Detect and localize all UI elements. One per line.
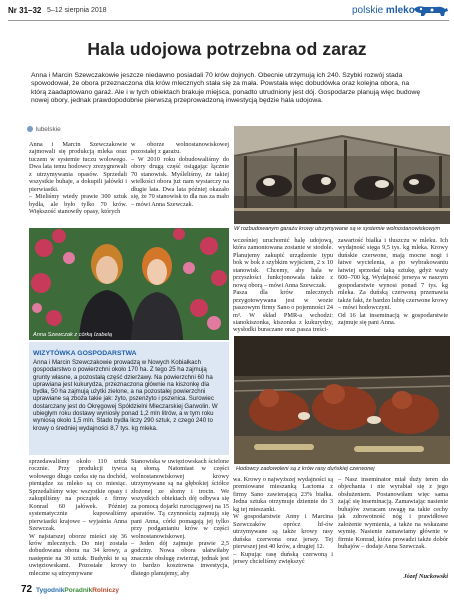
header-rule	[8, 20, 449, 21]
farm-info-box	[29, 342, 229, 455]
article-lead: Anna i Marcin Szewczakowie jeszcze niedawno posiadali 70 krów dojnych. Obecnie utrzymują ich 240. Szybki rozwój stada spowodował, że obora przeznaczona dla krów mlecznych stała się za mała. Powstała więc dobudówka oraz kolejna obora, na którą zaadaptowano garaż. Ale i w tych obiektach brakuje miejsca, ponadto utrudniony jest dój. Gospodarze planują więc budowę nowej obory, jednak prawdopodobnie pierwszą przeprowadzoną inwestycją będzie hala udojowa.	[31, 72, 421, 104]
column-5: sprzedawaliśmy około 110 sztuk rocznie. Przy produkcji tywca wołowego długo czeka się na dochód, pieniądze za mleko są co miesiąc. Sprzedaliśmy więc wszystkie opasy i zakupiliśmy na początek z firmy Konrad 60 jałówek. Później systematycznie kupowaliśmy pierwiastki krajowe – wyjaśnia Anna Szewczak. W najstarszej oborze mieści się 36 krów mlecznych. Do niej została dobudowana obora na 34 krowy, a następnie na 30 sztuk. Budynki te są uwięziowskami. Pozostałe krowy mleczne są utrzymywane	[29, 458, 127, 577]
column-4: zawartość białka i tłuszczu w mleku. Ich wydajność sięga 9,5 tys. kg mleka. Krowy duńskie czerwone, mają mocne nogi i łatwe wycielenia, a po wybrakowaniu łatwiej sprzedać taką sztukę, gdyż waży 600–700 kg. Wydajność jerseya w naszym gospodarstwie wynosi ponad 7 tys. kg mleka. Za duńską czerwoną przemawia także fakt, że bardzo lubię czerwone krowy – mówi hodowczyni. Od 16 lat inseminacją w gospodarstwie zajmuje się pani Anna.	[338, 237, 448, 326]
brand-main: mleko	[385, 5, 415, 16]
publication-logo	[36, 587, 119, 594]
region-tag	[27, 126, 61, 133]
author-name: Józef Nuckowski	[403, 573, 448, 580]
issue-date: 5–12 sierpnia 2018	[47, 7, 107, 14]
section-brand	[352, 5, 415, 16]
barn-photo	[234, 126, 450, 224]
caption-cows: Hodowcy zadowoleni są z krów rasy duńskiej czerwonej	[236, 466, 375, 472]
brand-prefix: polskie	[352, 5, 384, 16]
map-pin-icon	[27, 126, 33, 132]
farm-info-title: WIZYTÓWKA GOSPODARSTWA	[33, 350, 137, 357]
logo-part-2: Poradnik	[64, 587, 93, 594]
column-1: Anna i Marcin Szewczakowie zajmowali się produkcją mleka oraz tuczem w systemie tuczu wolowego. Dwa lata temu hodowcy zrezygnowali z utrzymywania opasów. Sprzedali wszystkie buhaje, a dokupili jałówki i pierwiastki. – Mieliśmy wtedy prawie 300 sztuk bydła, ale było tylko 70 krów. Większość stanowiły opasy, których	[29, 141, 127, 216]
column-2: w oborze wolnostanowiskowej pozostałej z garażu. – W 2010 roku dobudowaliśmy do obory drugą część osiągając łącznie 70 stanowisk. Myśleliśmy, że takiej wielkości obora już nam wystarczy na długie lata. Dwa lata później okazało się, że 70 stanowisk to dla nas za mało – mówi Anna Szewczak.	[131, 141, 229, 208]
issue-number: Nr 31–32	[8, 6, 42, 15]
column-8: – Nasz inseminator miał duży teren do objechania i nie wyrabiał się z jego obsłużeniem. Postanowiłam więc sama zająć się inseminacją. Zamawiając nasienie buhajów zwracam uwagę na takie cechy jak zdrowotność nóg i prawidłowe założenie wymienia, a także na wskazane wymię. Nasienie zamawiamy głównie w firmie Konrad, która prowadzi także dobór buhajów – dodaje Anna Szewczak.	[338, 476, 448, 551]
logo-part-3: Rolniczy	[92, 587, 119, 594]
caption-barn: W rozbudowanym garażu krowy utrzymywane są w systemie wolnostanowiskowym	[234, 226, 441, 232]
logo-part-1: Tygodnik	[36, 587, 65, 594]
column-7: wa. Krowy o najwyższej wydajności są premiowane mieszanką Lactoma z firmy Sano zawierającą 23% białka. Jedna sztuka otrzymuje dziennie do 3 kg tej mieszanki. W gospodarstwie Anny i Marcina Szewczaków oprócz hf-ów utrzymywane są także krowy rasy duńska czerwona oraz jersey. Tej pierwszej jest 40 krów, a drugiej 12. – Kupując rasę duńską czerwoną i jersey chcieliśmy zwiększyć	[233, 476, 333, 565]
region-label: lubelskie	[35, 126, 61, 133]
caption-portrait: Anna Szewczak z córką Izabelą	[33, 332, 112, 338]
article-title: Hala udojowa potrzebna od zaraz	[87, 39, 367, 59]
column-3: wcześniej uruchomić halę udojową, która zamontowana zostanie w stodole. Planujemy zakupić urządzenie typu bok w bok z szybkim wyjściem, 2 x 10 stanowisk. Chcemy, aby hala w przyszłości funkcjonowała także z nową oborą – mówi Anna Szewczak. Pasza dla krów mlecznych przygotowywana jest w wozie paszowym firmy Sano o pojemności 24 m³. W skład PMR-a wchodzi: sianokiszonka, kiszonka z kukurydzy, wysłodki buraczane oraz pasza treści-	[233, 237, 333, 334]
cow-logo-icon	[412, 3, 450, 19]
page-number: 72	[21, 584, 33, 595]
cows-photo	[234, 336, 450, 464]
column-6: Stanowiska w uwięziowskach ścielone są słomą. Natomiast w części wolnostanowiskowej krowy utrzymywane są na głębokiej ściółce złożonej ze słomy i trocin. We wszystkich obiektach dój odbywa się za pomocą dojarki rurociągowej na 15 aparatów. Tą czynnością zajmują się pani Anna, córki pomagają jej tylko przy podganianiu krów w części wolnostanowiskowej. – Jeden dój zajmuje prawie 2,5 godziny. Nowa obora ułatwiłaby znacznie obsługę zwierząt, jednak jest to bardzo kosztowna inwestycja, dlatego planujemy, aby	[131, 458, 229, 577]
farm-info-text: Anna i Marcin Szewczakowie prowadzą w Nowych Kobiałkach gospodarstwo o powierzchni około 170 ha. Z tego 25 ha zajmują grunty własne, a pozostałą część dzierżawy. Na powierzchni 60 ha uprawiana jest kukurydza, przeznaczona głównie na kiszonkę dla bydła, 50 ha zajmują użytki zielone, a na pozostałej powierzchni uprawiane są zboża takie jak: żyto, pszenżyto i pszenica. Surowiec dostarczany jest do Okręgowej Spółdzielni Mleczarskiej Garwolin. W ubiegłym roku dostawy wyniosły ponad 1,2 mln litrów, a w tym roku wyniosą około 1,5 mln. Stado bydła liczy 290 sztuk, z czego 240 to krowy o średniej wydajności 8,7 tys. kg mleka.	[33, 359, 218, 432]
portrait-photo	[29, 228, 229, 340]
